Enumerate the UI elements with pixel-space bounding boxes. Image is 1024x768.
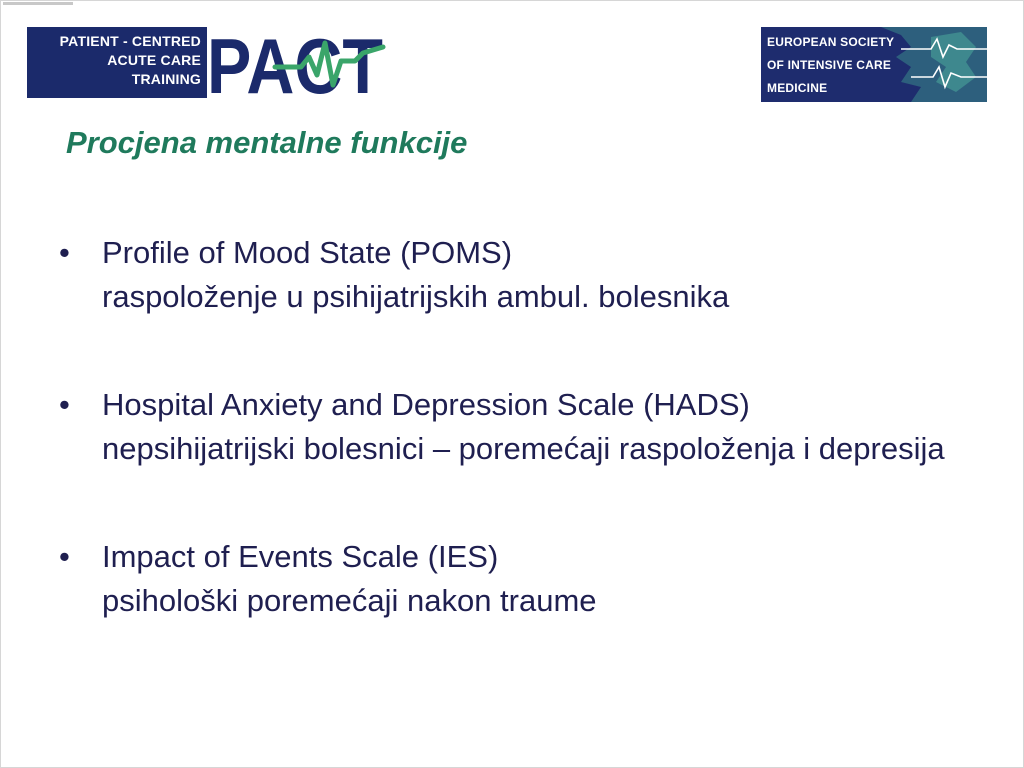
pact-word: PACT (207, 22, 383, 110)
slide-title: Procjena mentalne funkcije (66, 125, 468, 160)
bullet-icon: • (59, 235, 70, 270)
bullet-sub-text: raspoloženje u psihijatrijskih ambul. bolesnika (102, 279, 730, 314)
bullet-icon: • (59, 539, 70, 574)
bullet-sub-text: psihološki poremećaji nakon traume (102, 583, 597, 618)
bullet-item-hads (59, 383, 999, 471)
esicm-logo (761, 27, 987, 102)
esicm-logo-line: EUROPEAN SOCIETY (767, 35, 895, 49)
bullet-icon: • (59, 387, 70, 422)
bullet-main-text: Profile of Mood State (POMS) (102, 235, 513, 270)
bullet-sub-text: nepsihijatrijski bolesnici – poremećaji raspoloženja i depresija (102, 431, 945, 466)
header-artifact (3, 2, 73, 5)
pact-wordmark (205, 22, 385, 110)
bullet-main-text: Hospital Anxiety and Depression Scale (HADS) (102, 387, 750, 422)
pact-logo-line: PATIENT - CENTRED (59, 33, 201, 49)
pact-logo-line: ACUTE CARE (107, 52, 201, 68)
bullet-item-ies (59, 535, 999, 623)
pact-logo (27, 22, 385, 110)
esicm-logo-line: OF INTENSIVE CARE (767, 58, 892, 72)
bullet-main-text: Impact of Events Scale (IES) (102, 539, 499, 574)
pact-logo-line: TRAINING (131, 71, 201, 87)
esicm-logo-text (767, 31, 894, 100)
bullet-item-poms (59, 231, 999, 319)
esicm-logo-line: MEDICINE (767, 81, 828, 95)
pact-logo-text-box (27, 27, 207, 98)
bullet-list (59, 231, 999, 623)
